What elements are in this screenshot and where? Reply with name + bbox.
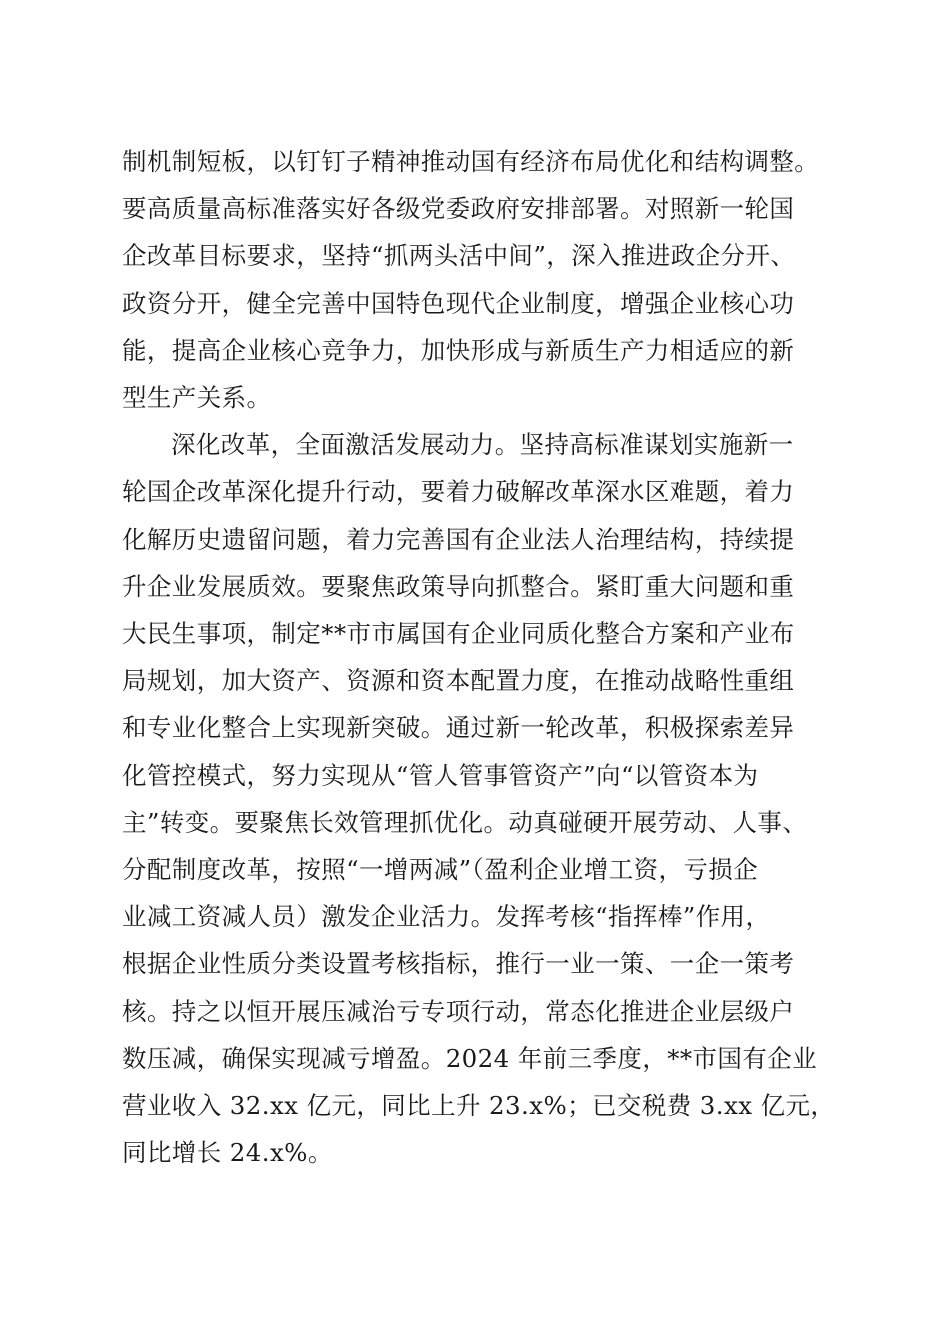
text-line: 同比增长 24.x%。	[122, 1138, 333, 1168]
text-line: 能，提高企业核心竞争力，加快形成与新质生产力相适应的新	[122, 335, 795, 365]
text-line: 化管控模式，努力实现从“管人管事管资产”向“以管资本为	[122, 760, 759, 790]
paragraph-1	[122, 138, 842, 421]
text-line: 大民生事项，制定**市市属国有企业同质化整合方案和产业布	[122, 619, 795, 649]
text-line: 制机制短板，以钉钉子精神推动国有经济布局优化和结构调整。	[122, 147, 820, 176]
text-line: 型生产关系。	[122, 383, 272, 413]
text-line: 主”转变。要聚焦长效管理抓优化。动真碰硬开展劳动、人事、	[122, 807, 808, 837]
text-line: 核。持之以恒开展压减治亏专项行动，常态化推进企业层级户	[122, 996, 795, 1026]
text-line: 企改革目标要求，坚持“抓两头活中间”，深入推进政企分开、	[122, 241, 796, 271]
text-line: 分配制度改革，按照“一增两减”（盈利企业增工资，亏损企	[122, 855, 759, 885]
text-line: 深化改革，全面激活发展动力。坚持高标准谋划实施新一	[171, 430, 794, 460]
text-line: 营业收入 32.xx 亿元，同比上升 23.x%；已交税费 3.xx 亿元，	[122, 1091, 836, 1121]
text-line: 升企业发展质效。要聚焦政策导向抓整合。紧盯重大问题和重	[122, 571, 795, 601]
text-line: 业减工资减人员）激发企业活力。发挥考核“指挥棒”作用，	[122, 902, 771, 932]
text-line: 化解历史遗留问题，着力完善国有企业法人治理结构，持续提	[122, 524, 795, 554]
text-line: 数压减，确保实现减亏增盈。2024 年前三季度，**市国有企业	[122, 1043, 818, 1073]
text-line: 局规划，加大资产、资源和资本配置力度，在推动战略性重组	[122, 666, 795, 696]
text-line: 根据企业性质分类设置考核指标，推行一业一策、一企一策考	[122, 949, 795, 979]
paragraph-2	[122, 421, 842, 1176]
text-line: 轮国企改革深化提升行动，要着力破解改革深水区难题，着力	[122, 477, 795, 507]
text-line: 政资分开，健全完善中国特色现代企业制度，增强企业核心功	[122, 288, 795, 318]
document-body	[122, 138, 842, 1176]
text-line: 要高质量高标准落实好各级党委政府安排部署。对照新一轮国	[122, 194, 795, 224]
text-line: 和专业化整合上实现新突破。通过新一轮改革，积极探索差异	[122, 713, 795, 743]
